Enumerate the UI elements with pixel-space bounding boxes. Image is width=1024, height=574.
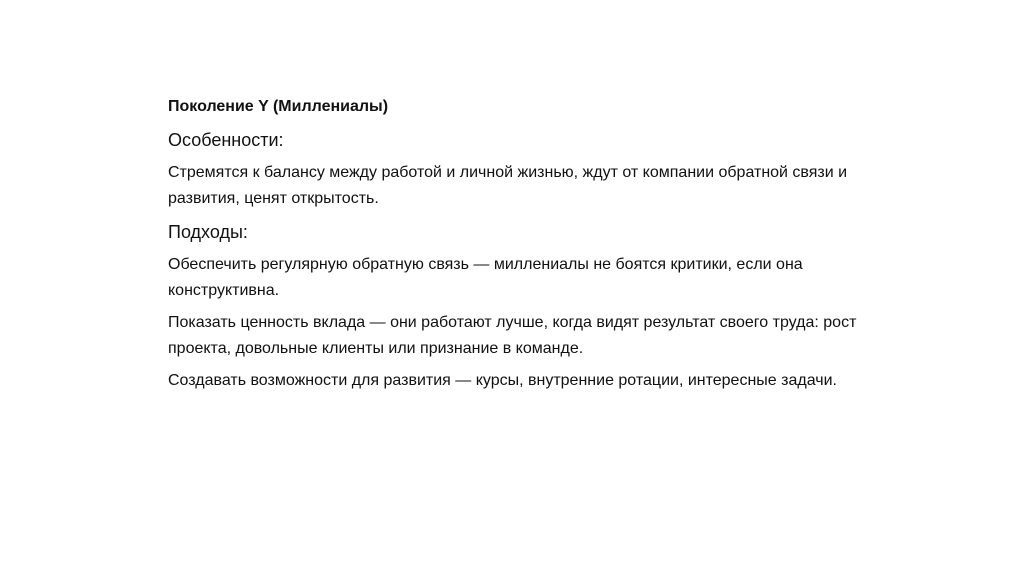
slide-content [168, 94, 888, 400]
approach-item: Обеспечить регулярную обратную связь — миллениалы не боятся критики, если она конструктивна. [168, 256, 803, 299]
features-heading: Особенности: [168, 130, 284, 150]
approach-item: Создавать возможности для развития — курсы, внутренние ротации, интересные задачи. [168, 372, 837, 389]
approaches-heading: Подходы: [168, 222, 248, 242]
approach-item: Показать ценность вклада — они работают лучше, когда видят результат своего труда: рост проекта, довольные клиенты или признание в команде. [168, 314, 857, 357]
slide-title: Поколение Y (Миллениалы) [168, 98, 389, 115]
features-text: Стремятся к балансу между работой и личной жизнью, ждут от компании обратной связи и развития, ценят открытость. [168, 164, 848, 207]
